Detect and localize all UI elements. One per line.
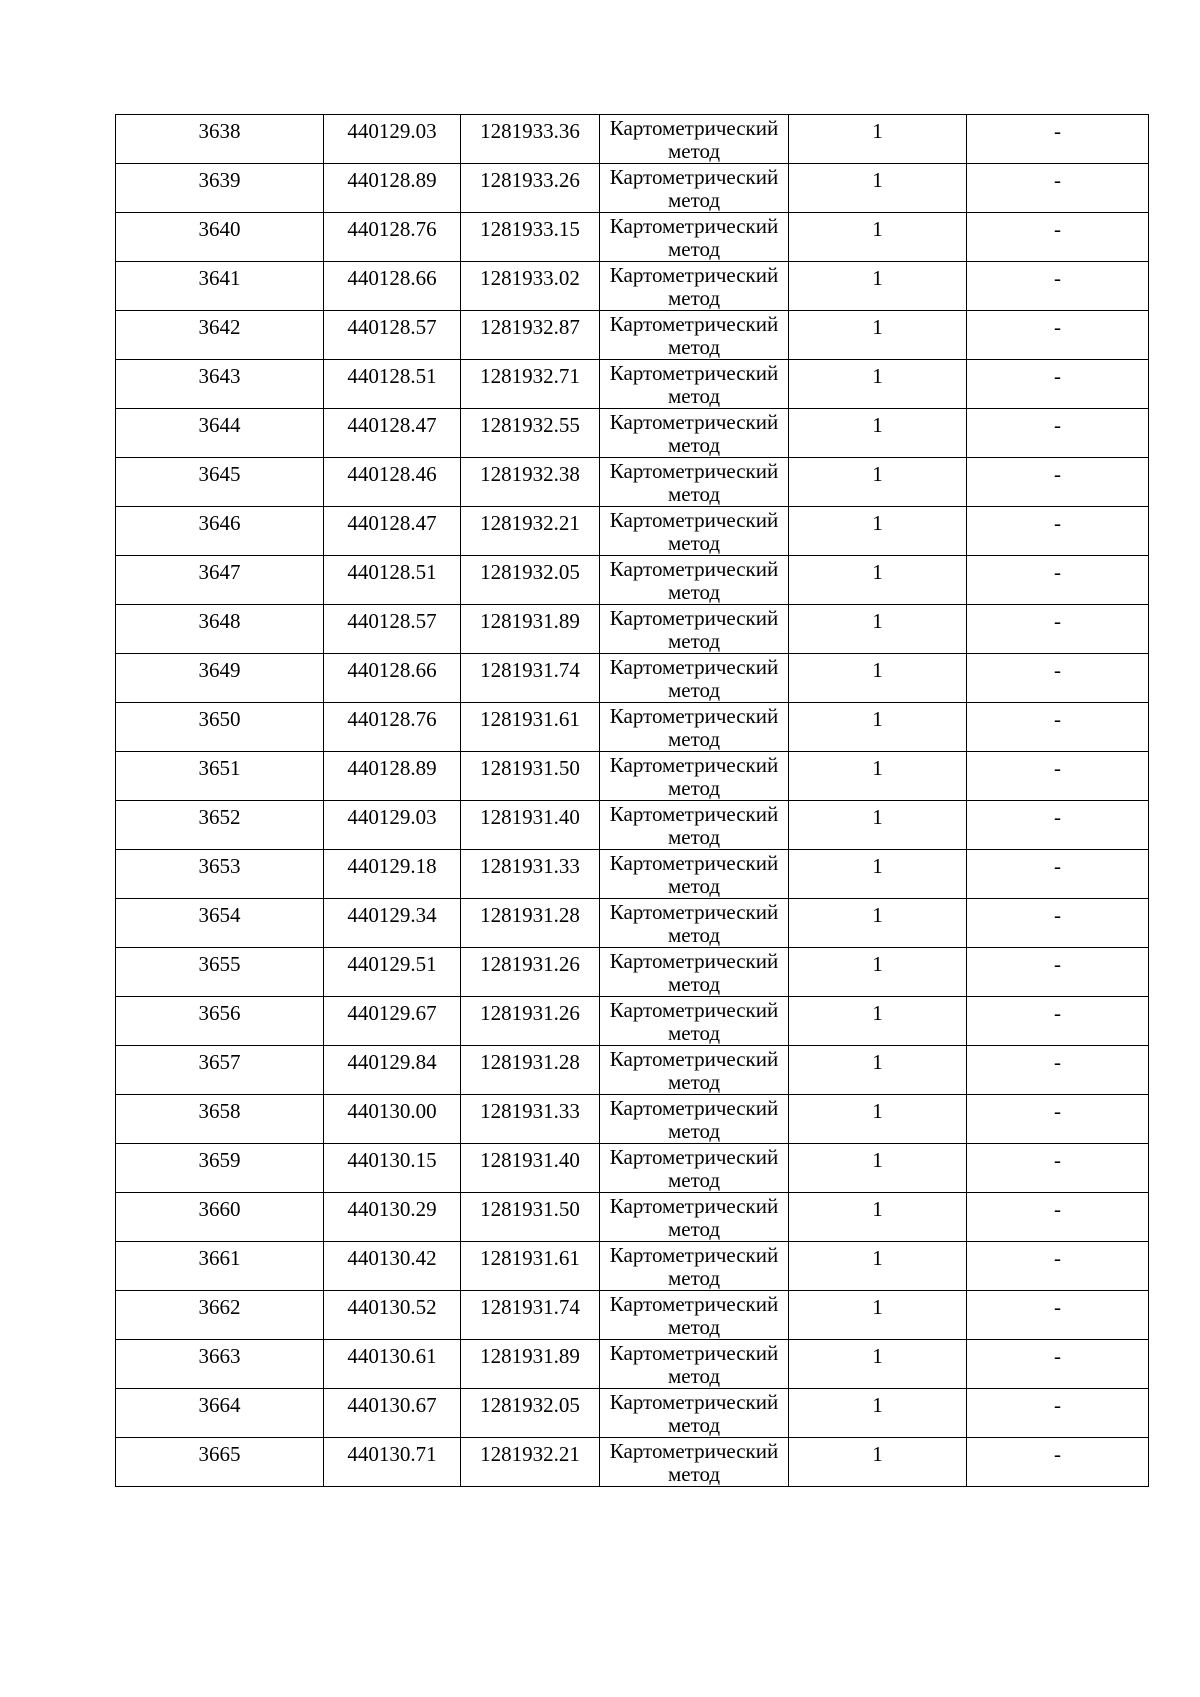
method-text-line2: метод — [667, 727, 721, 751]
y-coordinate-cell: 1281931.40 — [461, 801, 600, 850]
table-row — [116, 752, 1149, 801]
note-cell: - — [967, 1438, 1149, 1487]
accuracy-cell: 1 — [789, 948, 967, 997]
point-number-cell: 3654 — [116, 899, 324, 948]
y-coordinate-cell: 1281931.28 — [461, 1046, 600, 1095]
table-row — [116, 1291, 1149, 1340]
table-row — [116, 1438, 1149, 1487]
table-row — [116, 654, 1149, 703]
method-text-line1: Картометрический — [609, 214, 779, 238]
table-row — [116, 1340, 1149, 1389]
x-coordinate-cell: 440128.76 — [324, 213, 461, 262]
method-text-line2: метод — [667, 874, 721, 898]
method-cell — [600, 556, 789, 605]
x-coordinate-cell: 440129.84 — [324, 1046, 461, 1095]
method-text-line1: Картометрический — [609, 802, 779, 826]
method-text-line2: метод — [667, 776, 721, 800]
point-number-cell: 3659 — [116, 1144, 324, 1193]
method-text-line2: метод — [667, 139, 721, 163]
note-cell: - — [967, 1340, 1149, 1389]
method-cell — [600, 1046, 789, 1095]
method-text-line1: Картометрический — [609, 1292, 779, 1316]
method-text-line1: Картометрический — [609, 1145, 779, 1169]
x-coordinate-cell: 440130.00 — [324, 1095, 461, 1144]
y-coordinate-cell: 1281932.05 — [461, 1389, 600, 1438]
table-row — [116, 948, 1149, 997]
point-number-cell: 3643 — [116, 360, 324, 409]
note-cell: - — [967, 458, 1149, 507]
point-number-cell: 3657 — [116, 1046, 324, 1095]
method-text-line2: метод — [667, 678, 721, 702]
x-coordinate-cell: 440128.51 — [324, 556, 461, 605]
point-number-cell: 3660 — [116, 1193, 324, 1242]
y-coordinate-cell: 1281933.36 — [461, 115, 600, 164]
method-text-line2: метод — [667, 972, 721, 996]
method-text-line1: Картометрический — [609, 949, 779, 973]
method-text-line1: Картометрический — [609, 753, 779, 777]
table-row — [116, 556, 1149, 605]
accuracy-cell: 1 — [789, 1340, 967, 1389]
note-cell: - — [967, 801, 1149, 850]
method-text-line1: Картометрический — [609, 1390, 779, 1414]
table-row — [116, 605, 1149, 654]
table-row — [116, 1242, 1149, 1291]
accuracy-cell: 1 — [789, 409, 967, 458]
note-cell: - — [967, 1242, 1149, 1291]
accuracy-cell: 1 — [789, 1193, 967, 1242]
note-cell: - — [967, 556, 1149, 605]
method-text-line1: Картометрический — [609, 851, 779, 875]
y-coordinate-cell: 1281932.21 — [461, 1438, 600, 1487]
method-cell — [600, 262, 789, 311]
x-coordinate-cell: 440128.89 — [324, 164, 461, 213]
accuracy-cell: 1 — [789, 507, 967, 556]
y-coordinate-cell: 1281933.02 — [461, 262, 600, 311]
method-text-line2: метод — [667, 1462, 721, 1486]
y-coordinate-cell: 1281932.71 — [461, 360, 600, 409]
method-cell — [600, 507, 789, 556]
y-coordinate-cell: 1281931.74 — [461, 654, 600, 703]
note-cell: - — [967, 409, 1149, 458]
x-coordinate-cell: 440130.61 — [324, 1340, 461, 1389]
point-number-cell: 3647 — [116, 556, 324, 605]
point-number-cell: 3640 — [116, 213, 324, 262]
method-text-line2: метод — [667, 1070, 721, 1094]
y-coordinate-cell: 1281931.61 — [461, 1242, 600, 1291]
method-text-line1: Картометрический — [609, 606, 779, 630]
point-number-cell: 3642 — [116, 311, 324, 360]
point-number-cell: 3661 — [116, 1242, 324, 1291]
note-cell: - — [967, 164, 1149, 213]
note-cell: - — [967, 899, 1149, 948]
method-cell — [600, 899, 789, 948]
method-cell — [600, 1095, 789, 1144]
y-coordinate-cell: 1281931.61 — [461, 703, 600, 752]
accuracy-cell: 1 — [789, 654, 967, 703]
method-text-line1: Картометрический — [609, 1439, 779, 1463]
coordinates-table-body — [116, 115, 1149, 1487]
method-text-line1: Картометрический — [609, 557, 779, 581]
method-text-line1: Картометрический — [609, 998, 779, 1022]
method-cell — [600, 164, 789, 213]
accuracy-cell: 1 — [789, 1242, 967, 1291]
note-cell: - — [967, 360, 1149, 409]
table-row — [116, 801, 1149, 850]
y-coordinate-cell: 1281931.33 — [461, 1095, 600, 1144]
y-coordinate-cell: 1281931.26 — [461, 997, 600, 1046]
table-row — [116, 899, 1149, 948]
accuracy-cell: 1 — [789, 703, 967, 752]
x-coordinate-cell: 440128.66 — [324, 654, 461, 703]
point-number-cell: 3658 — [116, 1095, 324, 1144]
x-coordinate-cell: 440130.15 — [324, 1144, 461, 1193]
y-coordinate-cell: 1281931.50 — [461, 752, 600, 801]
table-row — [116, 262, 1149, 311]
method-cell — [600, 1389, 789, 1438]
method-text-line2: метод — [667, 335, 721, 359]
method-text-line1: Картометрический — [609, 116, 779, 140]
method-text-line2: метод — [667, 1119, 721, 1143]
table-row — [116, 1046, 1149, 1095]
method-text-line1: Картометрический — [609, 361, 779, 385]
accuracy-cell: 1 — [789, 1095, 967, 1144]
table-row — [116, 703, 1149, 752]
method-cell — [600, 997, 789, 1046]
method-cell — [600, 948, 789, 997]
table-row — [116, 311, 1149, 360]
method-cell — [600, 1144, 789, 1193]
point-number-cell: 3656 — [116, 997, 324, 1046]
x-coordinate-cell: 440128.57 — [324, 605, 461, 654]
accuracy-cell: 1 — [789, 899, 967, 948]
x-coordinate-cell: 440128.76 — [324, 703, 461, 752]
y-coordinate-cell: 1281931.50 — [461, 1193, 600, 1242]
accuracy-cell: 1 — [789, 801, 967, 850]
table-row — [116, 507, 1149, 556]
accuracy-cell: 1 — [789, 115, 967, 164]
y-coordinate-cell: 1281931.89 — [461, 605, 600, 654]
method-text-line2: метод — [667, 1413, 721, 1437]
method-text-line2: метод — [667, 629, 721, 653]
method-text-line1: Картометрический — [609, 508, 779, 532]
y-coordinate-cell: 1281931.28 — [461, 899, 600, 948]
note-cell: - — [967, 1389, 1149, 1438]
method-text-line2: метод — [667, 237, 721, 261]
method-text-line1: Картометрический — [609, 1194, 779, 1218]
table-row — [116, 997, 1149, 1046]
method-cell — [600, 360, 789, 409]
note-cell: - — [967, 507, 1149, 556]
accuracy-cell: 1 — [789, 752, 967, 801]
method-text-line1: Картометрический — [609, 1096, 779, 1120]
method-text-line2: метод — [667, 1315, 721, 1339]
accuracy-cell: 1 — [789, 1291, 967, 1340]
point-number-cell: 3662 — [116, 1291, 324, 1340]
x-coordinate-cell: 440128.46 — [324, 458, 461, 507]
table-row — [116, 1389, 1149, 1438]
accuracy-cell: 1 — [789, 1046, 967, 1095]
accuracy-cell: 1 — [789, 605, 967, 654]
note-cell: - — [967, 1291, 1149, 1340]
method-text-line1: Картометрический — [609, 704, 779, 728]
method-cell — [600, 1193, 789, 1242]
note-cell: - — [967, 1193, 1149, 1242]
method-cell — [600, 1242, 789, 1291]
note-cell: - — [967, 311, 1149, 360]
table-row — [116, 1193, 1149, 1242]
method-text-line2: метод — [667, 188, 721, 212]
accuracy-cell: 1 — [789, 850, 967, 899]
x-coordinate-cell: 440130.71 — [324, 1438, 461, 1487]
x-coordinate-cell: 440128.47 — [324, 409, 461, 458]
method-text-line1: Картометрический — [609, 410, 779, 434]
table-row — [116, 213, 1149, 262]
note-cell: - — [967, 605, 1149, 654]
y-coordinate-cell: 1281932.21 — [461, 507, 600, 556]
method-cell — [600, 311, 789, 360]
point-number-cell: 3648 — [116, 605, 324, 654]
method-text-line2: метод — [667, 580, 721, 604]
note-cell: - — [967, 850, 1149, 899]
method-text-line1: Картометрический — [609, 1341, 779, 1365]
y-coordinate-cell: 1281932.38 — [461, 458, 600, 507]
method-text-line2: метод — [667, 1168, 721, 1192]
table-row — [116, 164, 1149, 213]
x-coordinate-cell: 440130.67 — [324, 1389, 461, 1438]
method-text-line2: метод — [667, 1266, 721, 1290]
point-number-cell: 3653 — [116, 850, 324, 899]
method-cell — [600, 1340, 789, 1389]
point-number-cell: 3639 — [116, 164, 324, 213]
method-cell — [600, 703, 789, 752]
point-number-cell: 3649 — [116, 654, 324, 703]
x-coordinate-cell: 440130.42 — [324, 1242, 461, 1291]
method-cell — [600, 1291, 789, 1340]
y-coordinate-cell: 1281931.26 — [461, 948, 600, 997]
method-cell — [600, 801, 789, 850]
point-number-cell: 3645 — [116, 458, 324, 507]
x-coordinate-cell: 440129.51 — [324, 948, 461, 997]
x-coordinate-cell: 440129.03 — [324, 115, 461, 164]
method-cell — [600, 409, 789, 458]
y-coordinate-cell: 1281933.15 — [461, 213, 600, 262]
method-cell — [600, 213, 789, 262]
x-coordinate-cell: 440129.03 — [324, 801, 461, 850]
accuracy-cell: 1 — [789, 311, 967, 360]
method-text-line2: метод — [667, 384, 721, 408]
point-number-cell: 3655 — [116, 948, 324, 997]
method-text-line2: метод — [667, 1217, 721, 1241]
method-cell — [600, 458, 789, 507]
method-text-line1: Картометрический — [609, 655, 779, 679]
method-cell — [600, 850, 789, 899]
accuracy-cell: 1 — [789, 458, 967, 507]
accuracy-cell: 1 — [789, 1389, 967, 1438]
note-cell: - — [967, 997, 1149, 1046]
method-cell — [600, 605, 789, 654]
note-cell: - — [967, 1095, 1149, 1144]
method-cell — [600, 752, 789, 801]
method-cell — [600, 654, 789, 703]
method-text-line2: метод — [667, 825, 721, 849]
x-coordinate-cell: 440128.51 — [324, 360, 461, 409]
table-row — [116, 458, 1149, 507]
note-cell: - — [967, 1046, 1149, 1095]
point-number-cell: 3651 — [116, 752, 324, 801]
point-number-cell: 3644 — [116, 409, 324, 458]
x-coordinate-cell: 440128.57 — [324, 311, 461, 360]
table-row — [116, 115, 1149, 164]
accuracy-cell: 1 — [789, 164, 967, 213]
x-coordinate-cell: 440129.67 — [324, 997, 461, 1046]
y-coordinate-cell: 1281931.89 — [461, 1340, 600, 1389]
note-cell: - — [967, 213, 1149, 262]
point-number-cell: 3641 — [116, 262, 324, 311]
note-cell: - — [967, 1144, 1149, 1193]
y-coordinate-cell: 1281931.40 — [461, 1144, 600, 1193]
x-coordinate-cell: 440129.18 — [324, 850, 461, 899]
table-row — [116, 850, 1149, 899]
accuracy-cell: 1 — [789, 556, 967, 605]
y-coordinate-cell: 1281933.26 — [461, 164, 600, 213]
method-text-line2: метод — [667, 433, 721, 457]
note-cell: - — [967, 703, 1149, 752]
method-text-line1: Картометрический — [609, 1243, 779, 1267]
method-text-line2: метод — [667, 923, 721, 947]
accuracy-cell: 1 — [789, 213, 967, 262]
table-row — [116, 1144, 1149, 1193]
accuracy-cell: 1 — [789, 1438, 967, 1487]
point-number-cell: 3650 — [116, 703, 324, 752]
y-coordinate-cell: 1281931.74 — [461, 1291, 600, 1340]
point-number-cell: 3665 — [116, 1438, 324, 1487]
y-coordinate-cell: 1281931.33 — [461, 850, 600, 899]
method-text-line2: метод — [667, 482, 721, 506]
point-number-cell: 3663 — [116, 1340, 324, 1389]
x-coordinate-cell: 440128.47 — [324, 507, 461, 556]
x-coordinate-cell: 440130.29 — [324, 1193, 461, 1242]
method-text-line2: метод — [667, 1021, 721, 1045]
method-text-line1: Картометрический — [609, 1047, 779, 1071]
accuracy-cell: 1 — [789, 360, 967, 409]
method-cell — [600, 1438, 789, 1487]
x-coordinate-cell: 440128.89 — [324, 752, 461, 801]
method-text-line1: Картометрический — [609, 165, 779, 189]
method-text-line1: Картометрический — [609, 263, 779, 287]
coordinates-table — [115, 114, 1149, 1487]
method-text-line2: метод — [667, 531, 721, 555]
point-number-cell: 3646 — [116, 507, 324, 556]
note-cell: - — [967, 262, 1149, 311]
point-number-cell: 3638 — [116, 115, 324, 164]
table-row — [116, 1095, 1149, 1144]
x-coordinate-cell: 440130.52 — [324, 1291, 461, 1340]
method-text-line1: Картометрический — [609, 459, 779, 483]
method-cell — [600, 115, 789, 164]
y-coordinate-cell: 1281932.55 — [461, 409, 600, 458]
point-number-cell: 3652 — [116, 801, 324, 850]
y-coordinate-cell: 1281932.87 — [461, 311, 600, 360]
accuracy-cell: 1 — [789, 1144, 967, 1193]
note-cell: - — [967, 115, 1149, 164]
method-text-line2: метод — [667, 1364, 721, 1388]
x-coordinate-cell: 440129.34 — [324, 899, 461, 948]
note-cell: - — [967, 752, 1149, 801]
y-coordinate-cell: 1281932.05 — [461, 556, 600, 605]
accuracy-cell: 1 — [789, 997, 967, 1046]
x-coordinate-cell: 440128.66 — [324, 262, 461, 311]
accuracy-cell: 1 — [789, 262, 967, 311]
note-cell: - — [967, 654, 1149, 703]
method-text-line1: Картометрический — [609, 900, 779, 924]
note-cell: - — [967, 948, 1149, 997]
point-number-cell: 3664 — [116, 1389, 324, 1438]
method-text-line1: Картометрический — [609, 312, 779, 336]
table-row — [116, 360, 1149, 409]
method-text-line2: метод — [667, 286, 721, 310]
table-row — [116, 409, 1149, 458]
